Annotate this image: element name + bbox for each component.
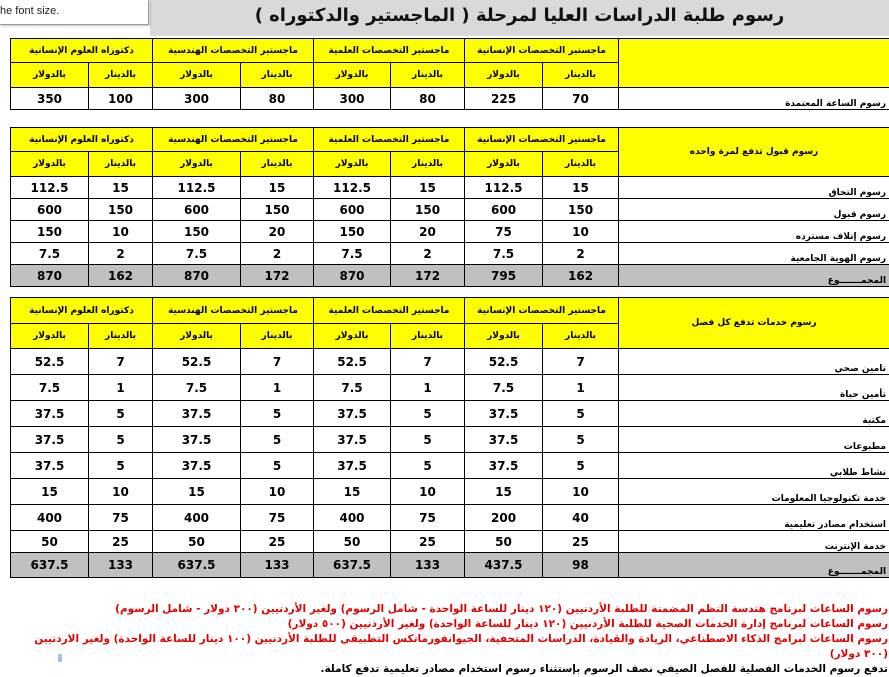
- program-header-humanities[interactable]: ماجستير التخصصات الإنسانية: [465, 298, 619, 324]
- fee-cell[interactable]: 10: [89, 479, 153, 505]
- table-row: [11, 243, 889, 265]
- total-cell[interactable]: 162: [89, 265, 153, 287]
- fee-cell[interactable]: 600: [314, 199, 391, 221]
- fee-cell[interactable]: 25: [391, 531, 465, 553]
- fee-cell[interactable]: 5: [241, 453, 314, 479]
- note-line[interactable]: تدفع رسوم الخدمات الفصلية للفصل الصيفي نصف الرسوم بإستثناء رسوم استخدام مصادر تعليمية تدفع كاملة.: [20, 662, 888, 677]
- fee-cell[interactable]: 50: [465, 531, 543, 553]
- row-label[interactable]: خدمة تكنولوجيا المعلومات: [619, 479, 889, 505]
- fee-cell[interactable]: 5: [241, 401, 314, 427]
- note-line[interactable]: رسوم الساعات لبرنامج إدارة الخدمات الصحية للطلبة الأردنيين (١٢٠ دينار للساعة الواحدة) ولغير الأردنيين (٥٠٠ دولار): [20, 617, 888, 632]
- fee-cell[interactable]: 10: [391, 479, 465, 505]
- table-row: [11, 479, 889, 505]
- fee-cell[interactable]: 150: [89, 199, 153, 221]
- fee-cell[interactable]: 15: [314, 479, 391, 505]
- fee-cell[interactable]: 37.5: [465, 453, 543, 479]
- fee-cell[interactable]: 600: [153, 199, 241, 221]
- fee-cell[interactable]: 200: [465, 505, 543, 531]
- fee-cell[interactable]: 7.5: [314, 375, 391, 401]
- fee-cell[interactable]: 400: [11, 505, 89, 531]
- currency-header-dollar[interactable]: بالدولار: [314, 324, 391, 349]
- font-size-tooltip: he font size.: [0, 0, 149, 25]
- total-cell[interactable]: 870: [153, 265, 241, 287]
- fee-cell[interactable]: 37.5: [314, 453, 391, 479]
- fee-cell[interactable]: 37.5: [153, 401, 241, 427]
- fee-cell[interactable]: 52.5: [314, 349, 391, 375]
- currency-header-dinar[interactable]: بالدينار: [391, 324, 465, 349]
- program-header-engineering[interactable]: ماجستير التخصصات الهندسية: [153, 298, 314, 324]
- fee-cell[interactable]: 7.5: [465, 375, 543, 401]
- program-header-engineering[interactable]: ماجستير التخصصات الهندسية: [153, 39, 314, 63]
- note-line[interactable]: رسوم الساعات لبرنامج هندسة النظم المضمنة للطلبة الأردنيين (١٢٠ دينار للساعة الواحدة - شامل الرسوم) ولغير الأردنيين (٣٠٠ دولار - شامل الرسوم): [20, 602, 888, 617]
- program-header-phd[interactable]: دكتوراه العلوم الإنسانية: [11, 39, 153, 63]
- currency-header-dollar[interactable]: بالدولار: [465, 63, 543, 88]
- currency-header-dinar[interactable]: بالدينار: [89, 152, 153, 177]
- total-row: [11, 553, 889, 578]
- row-label[interactable]: نشاط طلابي: [619, 453, 889, 479]
- total-cell[interactable]: 637.5: [153, 553, 241, 578]
- fee-cell[interactable]: 2: [241, 243, 314, 265]
- table-row: [11, 177, 889, 199]
- total-cell[interactable]: 637.5: [11, 553, 89, 578]
- total-cell[interactable]: 133: [391, 553, 465, 578]
- fee-cell[interactable]: 80: [241, 88, 314, 110]
- currency-header-dinar[interactable]: بالدينار: [391, 63, 465, 88]
- fee-cell[interactable]: 150: [543, 199, 619, 221]
- currency-header-dollar[interactable]: بالدولار: [11, 324, 89, 349]
- currency-header-dollar[interactable]: بالدولار: [153, 324, 241, 349]
- fee-cell[interactable]: 20: [241, 221, 314, 243]
- fee-cell[interactable]: 7.5: [153, 243, 241, 265]
- table-row: [11, 427, 889, 453]
- table-row: [11, 88, 889, 110]
- fee-cell[interactable]: 5: [543, 427, 619, 453]
- total-cell[interactable]: 172: [241, 265, 314, 287]
- fee-cell[interactable]: 7.5: [11, 243, 89, 265]
- program-header-humanities[interactable]: ماجستير التخصصات الإنسانية: [465, 39, 619, 63]
- fee-cell[interactable]: 7: [89, 349, 153, 375]
- fee-cell[interactable]: 40: [543, 505, 619, 531]
- program-header-humanities[interactable]: ماجستير التخصصات الإنسانية: [465, 128, 619, 152]
- table-row: [11, 349, 889, 375]
- fee-cell[interactable]: 2: [391, 243, 465, 265]
- row-label[interactable]: تأمين حياة: [619, 375, 889, 401]
- fee-cell[interactable]: 5: [543, 453, 619, 479]
- table-row: [11, 221, 889, 243]
- fee-cell[interactable]: 7.5: [314, 243, 391, 265]
- section1-header-cell[interactable]: [619, 39, 889, 88]
- fee-cell[interactable]: 37.5: [153, 453, 241, 479]
- currency-header-dinar[interactable]: بالدينار: [89, 63, 153, 88]
- section3-header-cell[interactable]: رسوم خدمات تدفع كل فصل: [619, 298, 889, 349]
- fee-cell[interactable]: 7.5: [465, 243, 543, 265]
- row-label[interactable]: مطبوعات: [619, 427, 889, 453]
- fee-cell[interactable]: 7: [543, 349, 619, 375]
- program-header-science[interactable]: ماجستير التخصصات العلمية: [314, 39, 465, 63]
- fee-cell[interactable]: 10: [543, 479, 619, 505]
- fee-cell[interactable]: 1: [241, 375, 314, 401]
- fee-cell[interactable]: 15: [153, 479, 241, 505]
- row-label[interactable]: خدمة الإنترنت: [619, 531, 889, 553]
- fee-cell[interactable]: 75: [241, 505, 314, 531]
- currency-header-dollar[interactable]: بالدولار: [465, 324, 543, 349]
- fee-cell[interactable]: 300: [314, 88, 391, 110]
- row-label[interactable]: رسوم قبول: [619, 199, 889, 221]
- fee-cell[interactable]: 15: [543, 177, 619, 199]
- semester-service-fees-table: [10, 297, 889, 578]
- fee-cell[interactable]: 2: [543, 243, 619, 265]
- fee-cell[interactable]: 5: [89, 453, 153, 479]
- total-cell[interactable]: 795: [465, 265, 543, 287]
- fee-cell[interactable]: 1: [391, 375, 465, 401]
- program-header-engineering[interactable]: ماجستير التخصصات الهندسية: [153, 128, 314, 152]
- currency-header-dollar[interactable]: بالدولار: [465, 152, 543, 177]
- fee-cell[interactable]: 25: [89, 531, 153, 553]
- fee-cell[interactable]: 112.5: [11, 177, 89, 199]
- table-row: [11, 375, 889, 401]
- fee-cell[interactable]: 300: [153, 88, 241, 110]
- fee-cell[interactable]: 400: [314, 505, 391, 531]
- table-row: [11, 401, 889, 427]
- total-label[interactable]: المجمـــــــوع: [619, 553, 889, 578]
- fee-cell[interactable]: 150: [11, 221, 89, 243]
- fee-cell[interactable]: 5: [89, 427, 153, 453]
- fee-cell[interactable]: 5: [543, 401, 619, 427]
- fee-cell[interactable]: 25: [241, 531, 314, 553]
- total-cell[interactable]: 162: [543, 265, 619, 287]
- fee-cell[interactable]: 150: [314, 221, 391, 243]
- fee-cell[interactable]: 52.5: [465, 349, 543, 375]
- currency-header-dinar[interactable]: بالدينار: [543, 63, 619, 88]
- fee-cell[interactable]: 50: [314, 531, 391, 553]
- fee-cell[interactable]: 7: [241, 349, 314, 375]
- total-cell[interactable]: 172: [391, 265, 465, 287]
- fee-cell[interactable]: 15: [391, 177, 465, 199]
- fee-cell[interactable]: 52.5: [153, 349, 241, 375]
- section2-header-cell[interactable]: رسوم قبول تدفع لمرة واحده: [619, 128, 889, 177]
- currency-header-dinar[interactable]: بالدينار: [543, 324, 619, 349]
- fee-cell[interactable]: 2: [89, 243, 153, 265]
- fee-cell[interactable]: 15: [89, 177, 153, 199]
- fee-cell[interactable]: 5: [391, 453, 465, 479]
- cell-cursor: [58, 654, 62, 662]
- total-cell[interactable]: 637.5: [314, 553, 391, 578]
- fee-cell[interactable]: 5: [391, 427, 465, 453]
- page-title[interactable]: رسوم طلبة الدراسات العليا لمرحلة ( الماجستير والدكتوراه ): [150, 0, 889, 36]
- fee-cell[interactable]: 20: [391, 221, 465, 243]
- row-label[interactable]: رسوم التحاق: [619, 177, 889, 199]
- fee-cell[interactable]: 112.5: [465, 177, 543, 199]
- fee-cell[interactable]: 1: [543, 375, 619, 401]
- total-row: [11, 265, 889, 287]
- program-header-phd[interactable]: دكتوراه العلوم الإنسانية: [11, 128, 153, 152]
- fee-cell[interactable]: 100: [89, 88, 153, 110]
- fee-cell[interactable]: 7.5: [153, 375, 241, 401]
- fee-cell[interactable]: 15: [11, 479, 89, 505]
- fee-cell[interactable]: 37.5: [153, 427, 241, 453]
- total-cell[interactable]: 133: [241, 553, 314, 578]
- currency-header-dollar[interactable]: بالدولار: [153, 152, 241, 177]
- fee-cell[interactable]: 25: [543, 531, 619, 553]
- fee-cell[interactable]: 1: [89, 375, 153, 401]
- fee-cell[interactable]: 350: [11, 88, 89, 110]
- fee-cell[interactable]: 37.5: [11, 453, 89, 479]
- total-cell[interactable]: 98: [543, 553, 619, 578]
- fee-cell[interactable]: 50: [153, 531, 241, 553]
- program-header-science[interactable]: ماجستير التخصصات العلمية: [314, 298, 465, 324]
- notes-block: [20, 602, 888, 677]
- fee-cell[interactable]: 75: [465, 221, 543, 243]
- total-cell[interactable]: 870: [314, 265, 391, 287]
- fee-cell[interactable]: 80: [391, 88, 465, 110]
- row-label[interactable]: استخدام مصادر تعليمية: [619, 505, 889, 531]
- row-label[interactable]: مكتبة: [619, 401, 889, 427]
- fee-cell[interactable]: 10: [89, 221, 153, 243]
- fee-cell[interactable]: 15: [241, 177, 314, 199]
- fee-cell[interactable]: 5: [391, 401, 465, 427]
- row-label[interactable]: رسوم الهوية الجامعية: [619, 243, 889, 265]
- fee-cell[interactable]: 600: [11, 199, 89, 221]
- fee-cell[interactable]: 150: [153, 221, 241, 243]
- fee-cell[interactable]: 112.5: [314, 177, 391, 199]
- fee-cell[interactable]: 10: [241, 479, 314, 505]
- fee-cell[interactable]: 37.5: [314, 427, 391, 453]
- note-line[interactable]: رسوم الساعات لبرامج الذكاء الاصطناعي، الريادة والقيادة، الدراسات المتحفية، الجيوانفورماتكس التطبيقي للطلبة الأردنيين (١٠٠ دينار للساعة الواحدة) ولغير الاردنيين (٣٠٠ دولار): [20, 632, 888, 662]
- fee-cell[interactable]: 37.5: [11, 427, 89, 453]
- fee-cell[interactable]: 600: [465, 199, 543, 221]
- fee-cell[interactable]: 10: [543, 221, 619, 243]
- currency-header-dollar[interactable]: بالدولار: [11, 63, 89, 88]
- fee-cell[interactable]: 7.5: [11, 375, 89, 401]
- fee-cell[interactable]: 150: [241, 199, 314, 221]
- currency-header-dollar[interactable]: بالدولار: [11, 152, 89, 177]
- table-row: [11, 199, 889, 221]
- total-cell[interactable]: 133: [89, 553, 153, 578]
- table-row: [11, 453, 889, 479]
- admission-fees-table: [10, 127, 889, 287]
- row-label[interactable]: رسوم إتلاف مسترده: [619, 221, 889, 243]
- fee-cell[interactable]: 37.5: [314, 401, 391, 427]
- fee-cell[interactable]: 37.5: [465, 427, 543, 453]
- program-header-science[interactable]: ماجستير التخصصات العلمية: [314, 128, 465, 152]
- fee-cell[interactable]: 5: [241, 427, 314, 453]
- credit-hour-fees-table: [10, 38, 889, 110]
- currency-header-dinar[interactable]: بالدينار: [241, 63, 314, 88]
- currency-header-dinar[interactable]: بالدينار: [241, 324, 314, 349]
- currency-header-dollar[interactable]: بالدولار: [314, 152, 391, 177]
- table-row: [11, 531, 889, 553]
- fee-cell[interactable]: 70: [543, 88, 619, 110]
- fee-cell[interactable]: 150: [391, 199, 465, 221]
- currency-header-dollar[interactable]: بالدولار: [153, 63, 241, 88]
- fee-cell[interactable]: 225: [465, 88, 543, 110]
- row-label[interactable]: رسوم الساعة المعتمدة: [619, 88, 889, 110]
- fee-cell[interactable]: 5: [89, 401, 153, 427]
- fee-cell[interactable]: 75: [391, 505, 465, 531]
- fee-cell[interactable]: 112.5: [153, 177, 241, 199]
- fee-cell[interactable]: 52.5: [11, 349, 89, 375]
- row-label[interactable]: تامين صحي: [619, 349, 889, 375]
- total-cell[interactable]: 870: [11, 265, 89, 287]
- fee-cell[interactable]: 37.5: [465, 401, 543, 427]
- total-cell[interactable]: 437.5: [465, 553, 543, 578]
- currency-header-dinar[interactable]: بالدينار: [391, 152, 465, 177]
- currency-header-dollar[interactable]: بالدولار: [314, 63, 391, 88]
- program-header-phd[interactable]: دكتوراه العلوم الإنسانية: [11, 298, 153, 324]
- currency-header-dinar[interactable]: بالدينار: [241, 152, 314, 177]
- currency-header-dinar[interactable]: بالدينار: [89, 324, 153, 349]
- fee-cell[interactable]: 37.5: [11, 401, 89, 427]
- fee-cell[interactable]: 7: [391, 349, 465, 375]
- fee-cell[interactable]: 50: [11, 531, 89, 553]
- fee-cell[interactable]: 75: [89, 505, 153, 531]
- fee-cell[interactable]: 15: [465, 479, 543, 505]
- currency-header-dinar[interactable]: بالدينار: [543, 152, 619, 177]
- total-label[interactable]: المجمـــــــوع: [619, 265, 889, 287]
- fee-cell[interactable]: 400: [153, 505, 241, 531]
- table-row: [11, 505, 889, 531]
